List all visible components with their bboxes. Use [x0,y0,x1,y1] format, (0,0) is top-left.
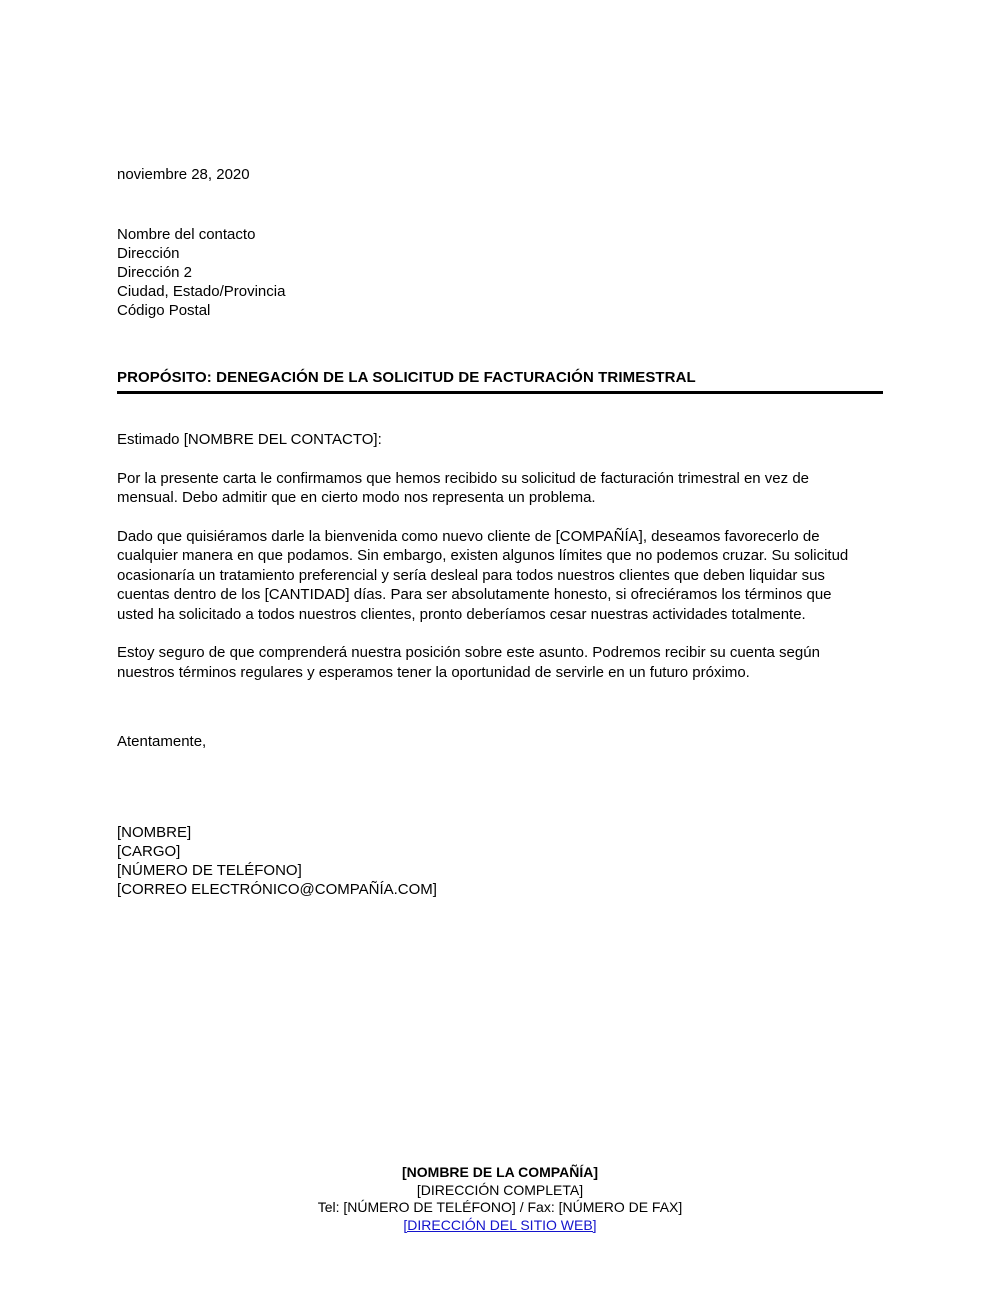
signature-title: [CARGO] [117,843,181,860]
letter-body [117,430,867,682]
address-line-contact-name: Nombre del contacto [117,226,256,243]
closing-salutation: Atentamente, [117,733,207,750]
salutation: Estimado [NOMBRE DEL CONTACTO]: [117,431,382,448]
signature-phone: [NÚMERO DE TELÉFONO] [117,862,302,879]
subject-divider-rule [117,391,883,394]
address-line-city-state: Ciudad, Estado/Provincia [117,283,286,300]
subject-heading-text: PROPÓSITO: DENEGACIÓN DE LA SOLICITUD DE FACTURACIÓN TRIMESTRAL [117,369,696,386]
signature-name: [NOMBRE] [117,824,192,841]
body-paragraph-3: Estoy seguro de que comprenderá nuestra posición sobre este asunto. Podremos recibir su cuenta según nuestros términos regulares y esperamos tener la oportunidad de servirle en un futuro próximo. [117,644,820,681]
footer-website-link-wrapper [0,1217,1000,1235]
body-paragraph-2: Dado que quisiéramos darle la bienvenida como nuevo cliente de [COMPAÑÍA], deseamos favorecerlo de cualquier manera en que podamos. Sin embargo, existen algunos límites que no podemos cruzar. Su solicitud ocasionaría un tratamiento preferencial y sería desleal para todos nuestros clientes que deben liquidar sus cuentas dentro de los [CANTIDAD] días. Para ser absolutamente honesto, si ofreciéramos los términos que usted ha solicitado a todos nuestros clientes, pronto deberíamos cesar nuestras actividades totalmente. [117,527,849,623]
recipient-address [117,225,285,320]
address-line-street-2: Dirección 2 [117,264,193,281]
footer-address: [DIRECCIÓN COMPLETA] [416,1181,584,1198]
subject-heading [117,368,883,394]
signature-block [117,823,437,899]
page-footer [0,1164,1000,1234]
signature-email: [CORREO ELECTRÓNICO@COMPAÑÍA.COM] [117,881,437,898]
letter-date: noviembre 28, 2020 [117,166,250,183]
footer-contact: Tel: [NÚMERO DE TELÉFONO] / Fax: [NÚMERO DE FAX] [317,1199,683,1215]
footer-website-link[interactable]: [DIRECCIÓN DEL SITIO WEB] [403,1216,597,1233]
footer-company-name: [NOMBRE DE LA COMPAÑÍA] [402,1164,598,1180]
body-paragraph-1: Por la presente carta le confirmamos que hemos recibido su solicitud de facturación trimestral en vez de mensual. Debo admitir que en cierto modo nos representa un problema. [117,469,809,506]
address-line-postal-code: Código Postal [117,302,211,319]
address-line-street: Dirección [117,245,180,262]
